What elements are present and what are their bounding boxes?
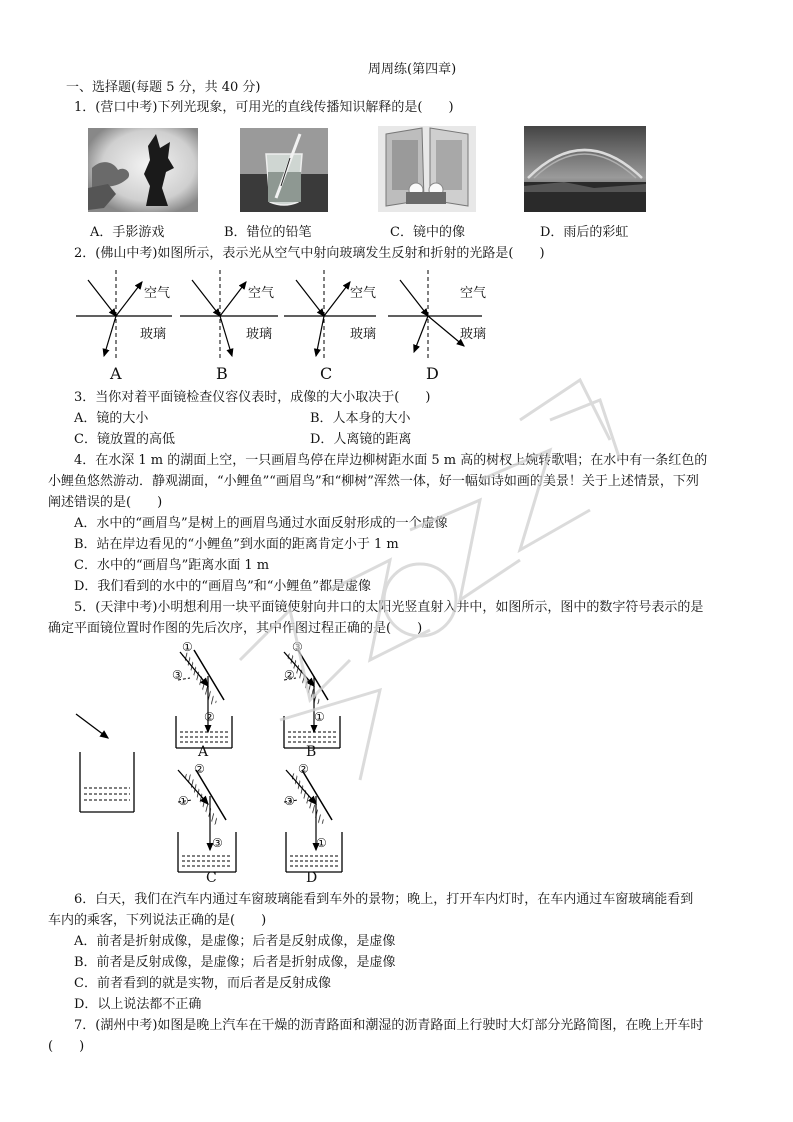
q2-letter-c: C: [320, 364, 333, 383]
mirror-image-photo: [378, 126, 476, 212]
q5-well-diagrams: [70, 640, 360, 888]
q2-letter-b: B: [216, 364, 228, 383]
q5-a-label-2: ③: [172, 668, 183, 682]
q2-air-label-a: 空气: [144, 286, 171, 301]
q4-stem-line2: 小鲤鱼悠然游动．静观湖面，“小鲤鱼”“画眉鸟”和“柳树”浑然一体，好一幅如诗如画的美景！关于上述情景，下列: [48, 474, 699, 489]
q1-option-c: C．镜中的像: [390, 225, 465, 240]
q2-stem: 2．(佛山中考)如图所示，表示光从空气中射向玻璃发生反射和折射的光路是( ): [74, 246, 545, 261]
q5-c-label-2: ①: [178, 794, 189, 808]
q5-diagram-b: [284, 650, 340, 748]
q2-glass-label-d: 玻璃: [460, 327, 487, 342]
q5-b-label-1: ③: [292, 640, 303, 654]
q1-stem: 1．(营口中考)下列光现象，可用光的直线传播知识解释的是( ): [74, 100, 454, 115]
q4-option-c: C．水中的“画眉鸟”距离水面 1 m: [74, 558, 270, 573]
page-title: 周周练(第四章): [368, 62, 457, 77]
q6-option-c: C．前者看到的就是实物，而后者是反射成像: [74, 976, 331, 991]
q2-air-label-c: 空气: [350, 286, 377, 301]
q5-d-label-1: ②: [298, 762, 309, 776]
q4-option-a: A．水中的“画眉鸟”是树上的画眉鸟通过水面反射形成的一个虚像: [74, 516, 448, 531]
q5-letter-b: B: [306, 744, 317, 760]
q1-option-a: A．手影游戏: [90, 225, 165, 240]
q2-ray-diagrams: [70, 270, 510, 382]
q7-stem-line1: 7．(湖州中考)如图是晚上汽车在干燥的沥青路面和潮湿的沥青路面上行驶时大灯部分光路简图，在晚上开车时: [74, 1018, 704, 1033]
section-heading: 一、选择题(每题 5 分，共 40 分): [66, 80, 261, 95]
q5-letter-c: C: [206, 870, 217, 886]
q5-a-label-1: ①: [182, 640, 193, 654]
q3-option-c: C．镜放置的高低: [74, 432, 175, 447]
q6-option-a: A．前者是折射成像，是虚像；后者是反射成像，是虚像: [74, 934, 396, 949]
rainbow-photo: [524, 126, 646, 212]
q2-glass-label-a: 玻璃: [140, 327, 167, 342]
q3-option-b: B．人本身的大小: [310, 411, 411, 426]
q2-glass-label-b: 玻璃: [246, 327, 273, 342]
q5-d-label-2: ③: [284, 794, 295, 808]
q4-option-b: B．站在岸边看见的“小鲤鱼”到水面的距离肯定小于 1 m: [74, 537, 399, 552]
q5-letter-d: D: [306, 870, 318, 886]
q5-letter-a: A: [198, 744, 209, 760]
q5-b-label-3: ①: [314, 710, 325, 724]
q5-c-label-3: ③: [212, 836, 223, 850]
q2-letter-d: D: [426, 364, 439, 383]
q2-air-label-b: 空气: [248, 286, 275, 301]
q6-option-b: B．前者是反射成像，是虚像；后者是折射成像，是虚像: [74, 955, 396, 970]
q2-letter-a: A: [110, 364, 122, 383]
q1-option-b: B．错位的铅笔: [224, 225, 312, 240]
q4-stem-line1: 4．在水深 1 m 的湖面上空，一只画眉鸟停在岸边柳树距水面 5 m 高的树杈上婉转歌唱；在水中有一条红色的: [74, 453, 708, 468]
q4-stem-line3: 阐述错误的是( ): [48, 495, 163, 510]
q7-stem-line2: ( ): [48, 1039, 85, 1054]
q3-stem: 3．当你对着平面镜检查仪容仪表时，成像的大小取决于( ): [74, 390, 431, 405]
q5-stem-line2: 确定平面镜位置时作图的先后次序，其中作图过程正确的是( ): [48, 621, 423, 636]
q5-diagram-a: [176, 650, 232, 748]
q5-b-label-2: ②: [284, 668, 295, 682]
hand-shadow-photo: [88, 128, 198, 212]
q3-option-a: A．镜的大小: [74, 411, 149, 426]
q2-glass-label-c: 玻璃: [350, 327, 377, 342]
q6-option-d: D．以上说法都不正确: [74, 997, 202, 1012]
q2-air-label-d: 空气: [460, 286, 487, 301]
q6-stem-line1: 6．白天，我们在汽车内通过车窗玻璃能看到车外的景物；晚上，打开车内灯时，在车内通过车窗玻璃能看到: [74, 892, 694, 907]
q5-diagram-d: [284, 770, 342, 872]
q1-option-d: D．雨后的彩虹: [540, 225, 629, 240]
q5-original-well: [76, 714, 134, 812]
q5-stem-line1: 5．(天津中考)小明想利用一块平面镜使射向井口的太阳光竖直射入井中，如图所示，图中的数字符号表示的是: [74, 600, 704, 615]
q5-d-label-3: ①: [316, 836, 327, 850]
q5-a-label-3: ②: [204, 710, 215, 724]
q5-c-label-1: ②: [194, 762, 205, 776]
q6-stem-line2: 车内的乘客，下列说法正确的是( ): [48, 913, 267, 928]
q4-option-d: D．我们看到的水中的“画眉鸟”和“小鲤鱼”都是虚像: [74, 579, 372, 594]
q5-diagram-c: [178, 770, 236, 872]
q3-option-d: D．人离镜的距离: [310, 432, 412, 447]
pencil-in-water-photo: [240, 128, 328, 212]
